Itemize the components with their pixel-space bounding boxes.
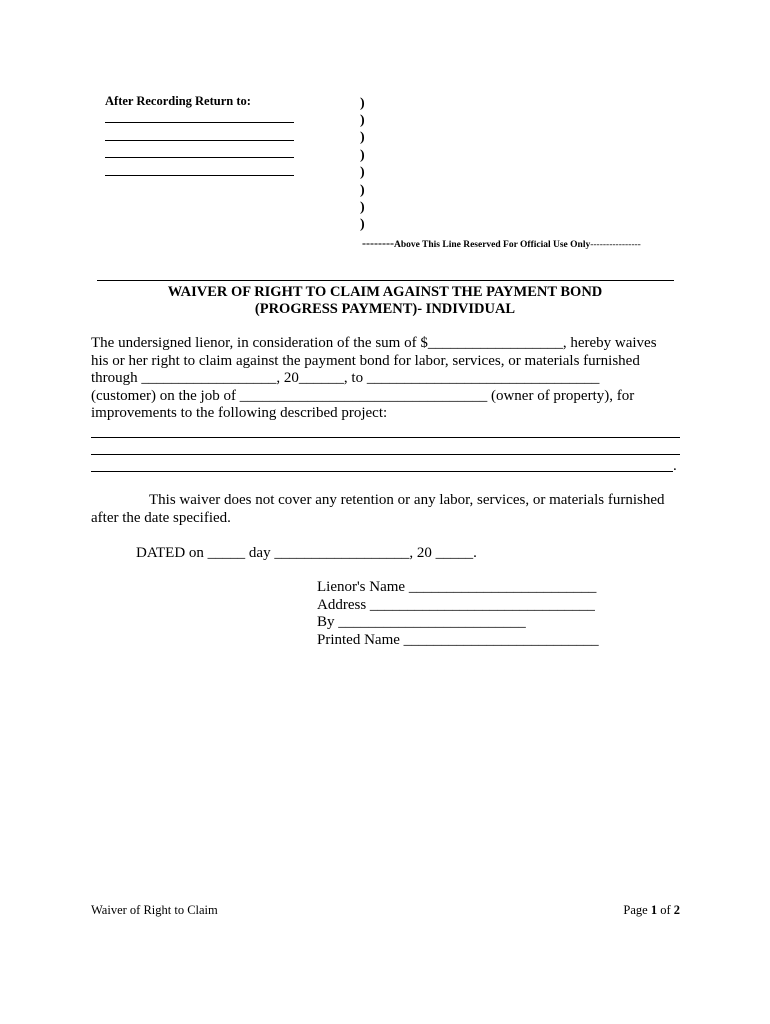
document-title: WAIVER OF RIGHT TO CLAIM AGAINST THE PAYMENT BOND — [167, 284, 603, 300]
retention-line-2: after the date specified. — [91, 510, 231, 526]
return-address-line — [105, 175, 294, 176]
lienor-name-field: Lienor's Name _________________________ — [317, 579, 597, 595]
bracket-mark: ) — [360, 200, 365, 215]
printed-name-field: Printed Name __________________________ — [317, 632, 599, 648]
return-address-line — [105, 157, 294, 158]
project-description-line — [91, 471, 673, 472]
page-total: 2 — [673, 903, 680, 917]
project-description-period: . — [673, 458, 677, 474]
project-description-line — [91, 437, 680, 438]
official-use-note — [362, 236, 641, 251]
by-field: By _________________________ — [317, 614, 526, 630]
body-line-1: The undersigned lienor, in consideration of the sum of $__________________, hereby waives — [91, 335, 657, 351]
bracket-mark: ) — [360, 130, 365, 145]
project-description-line — [91, 454, 680, 455]
page-word: Page — [623, 903, 648, 917]
page-current: 1 — [650, 903, 658, 917]
bracket-mark: ) — [360, 217, 365, 232]
body-line-2: his or her right to claim against the payment bond for labor, services, or materials furnished — [91, 353, 640, 369]
of-word: of — [660, 903, 671, 917]
dated-line: DATED on _____ day __________________, 20 _____. — [136, 545, 477, 561]
address-field: Address ______________________________ — [317, 597, 595, 613]
dashes-right: ---------------- — [590, 240, 641, 250]
dashes-left: -------- — [362, 236, 394, 250]
page-number — [623, 903, 680, 918]
bracket-mark: ) — [360, 183, 365, 198]
document-subtitle: (PROGRESS PAYMENT)- INDIVIDUAL — [254, 301, 516, 317]
retention-line-1: This waiver does not cover any retention or any labor, services, or materials furnished — [149, 492, 665, 508]
bracket-mark: ) — [360, 148, 365, 163]
return-address-line — [105, 122, 294, 123]
separator-rule — [97, 280, 674, 281]
bracket-mark: ) — [360, 113, 365, 128]
footer-title: Waiver of Right to Claim — [91, 903, 218, 917]
body-line-5: improvements to the following described project: — [91, 405, 388, 421]
bracket-mark: ) — [360, 165, 365, 180]
official-use-text: Above This Line Reserved For Official Use Only — [393, 240, 591, 250]
return-to-label: After Recording Return to: — [105, 94, 251, 108]
return-address-line — [105, 140, 294, 141]
body-line-3: through __________________, 20______, to _______________________________ — [91, 370, 600, 386]
body-line-4: (customer) on the job of _________________________________ (owner of property), for — [91, 388, 635, 404]
bracket-mark: ) — [360, 96, 365, 111]
